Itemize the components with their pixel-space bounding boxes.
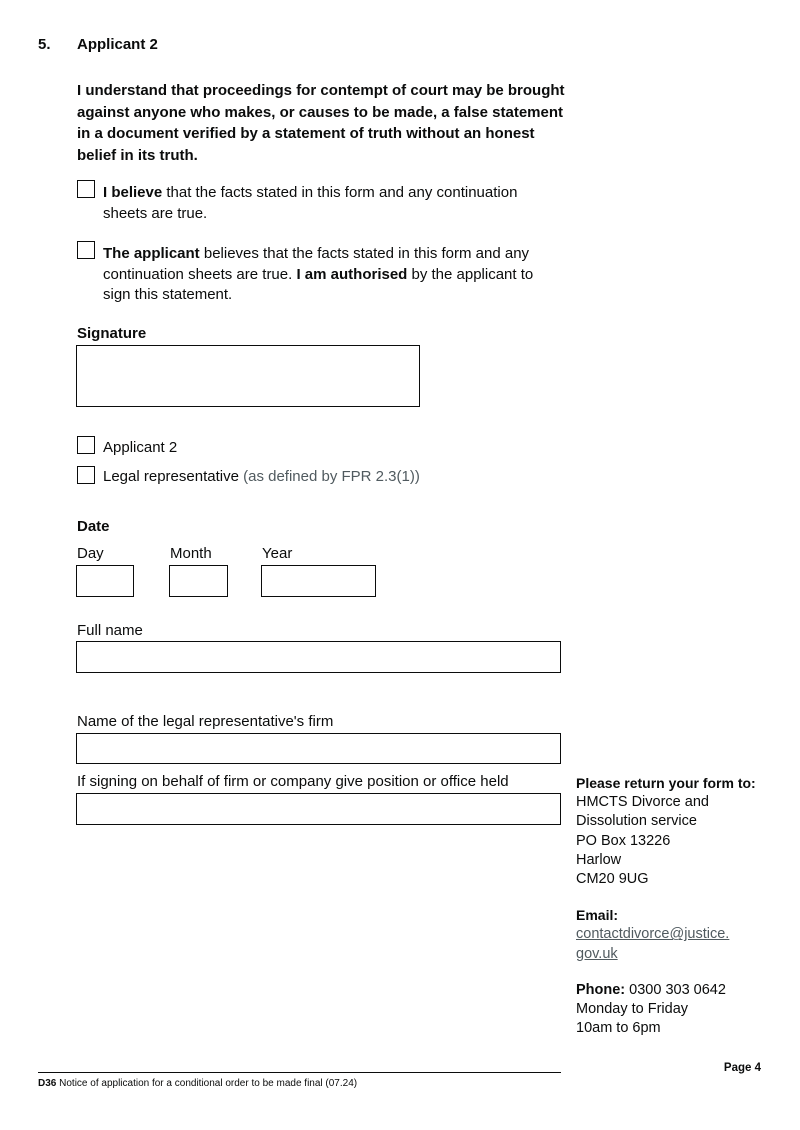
applicant-2-checkbox[interactable] xyxy=(77,436,95,454)
applicant-believes-checkbox[interactable] xyxy=(77,241,95,259)
i-believe-bold: I believe xyxy=(103,184,163,201)
position-label: If signing on behalf of firm or company give position or office held xyxy=(77,773,509,790)
section-number: 5. xyxy=(38,36,51,53)
form-title: Notice of application for a conditional order to be made final (07.24) xyxy=(56,1078,358,1089)
year-input[interactable] xyxy=(261,565,376,597)
address-line: Harlow xyxy=(576,851,622,868)
firm-name-input[interactable] xyxy=(76,733,561,764)
legal-representative-checkbox[interactable] xyxy=(77,466,95,484)
legal-representative-text: Legal representative xyxy=(103,468,239,485)
hours-time: 10am to 6pm xyxy=(576,1020,661,1037)
form-code: D36 xyxy=(38,1078,57,1089)
section-title: Applicant 2 xyxy=(77,36,158,53)
hours-days: Monday to Friday xyxy=(576,1001,689,1018)
phone-label: Phone: xyxy=(576,981,626,998)
applicant-2-label: Applicant 2 xyxy=(103,439,178,456)
firm-name-label: Name of the legal representative's firm xyxy=(77,713,334,730)
address-line: HMCTS Divorce and xyxy=(576,794,709,811)
page-number: Page 4 xyxy=(723,1062,761,1074)
phone-line xyxy=(576,981,776,1000)
date-label: Date xyxy=(77,518,110,535)
month-input[interactable] xyxy=(169,565,228,597)
authorised-text: by the applicant to sign this statement. xyxy=(103,265,534,303)
return-heading: Please return your form to: xyxy=(576,775,756,791)
email-link-line2: gov.uk xyxy=(576,945,618,962)
legal-representative-label xyxy=(103,468,420,485)
authorised-bold: I am authorised xyxy=(296,265,408,283)
applicant-believes-bold: The applicant xyxy=(103,245,200,262)
footer-text xyxy=(38,1078,357,1089)
email-link[interactable] xyxy=(576,925,776,963)
year-label: Year xyxy=(262,545,293,562)
i-believe-text: that the facts stated in this form and any continuation sheets are true. xyxy=(103,184,518,222)
signature-label: Signature xyxy=(77,325,147,342)
address-line: CM20 9UG xyxy=(576,871,649,888)
address-line: PO Box 13226 xyxy=(576,832,671,849)
return-info xyxy=(576,774,776,1038)
month-label: Month xyxy=(170,545,212,562)
position-input[interactable] xyxy=(76,793,561,825)
email-label: Email: xyxy=(576,907,619,924)
applicant-believes-statement xyxy=(103,244,543,306)
email-link-line1: contactdivorce@justice. xyxy=(576,926,730,943)
signature-box[interactable] xyxy=(76,345,420,407)
contempt-warning: I understand that proceedings for contempt of court may be brought against anyone who makes, or causes to be made, a false statement in a document verified by a statement of truth without an honest belief in its truth. xyxy=(77,82,565,164)
full-name-label: Full name xyxy=(77,622,143,639)
day-input[interactable] xyxy=(76,565,134,597)
fpr-note: (as defined by FPR 2.3(1)) xyxy=(238,468,420,485)
applicant-believes-text: believes that the facts stated in this form and any continuation sheets are true. xyxy=(103,245,530,283)
phone-number: 0300 303 0642 xyxy=(625,981,726,998)
day-label: Day xyxy=(77,545,104,562)
footer-divider xyxy=(38,1072,561,1073)
address-line: Dissolution service xyxy=(576,813,697,830)
i-believe-checkbox[interactable] xyxy=(77,180,95,198)
i-believe-statement xyxy=(103,183,563,224)
full-name-input[interactable] xyxy=(76,641,561,673)
